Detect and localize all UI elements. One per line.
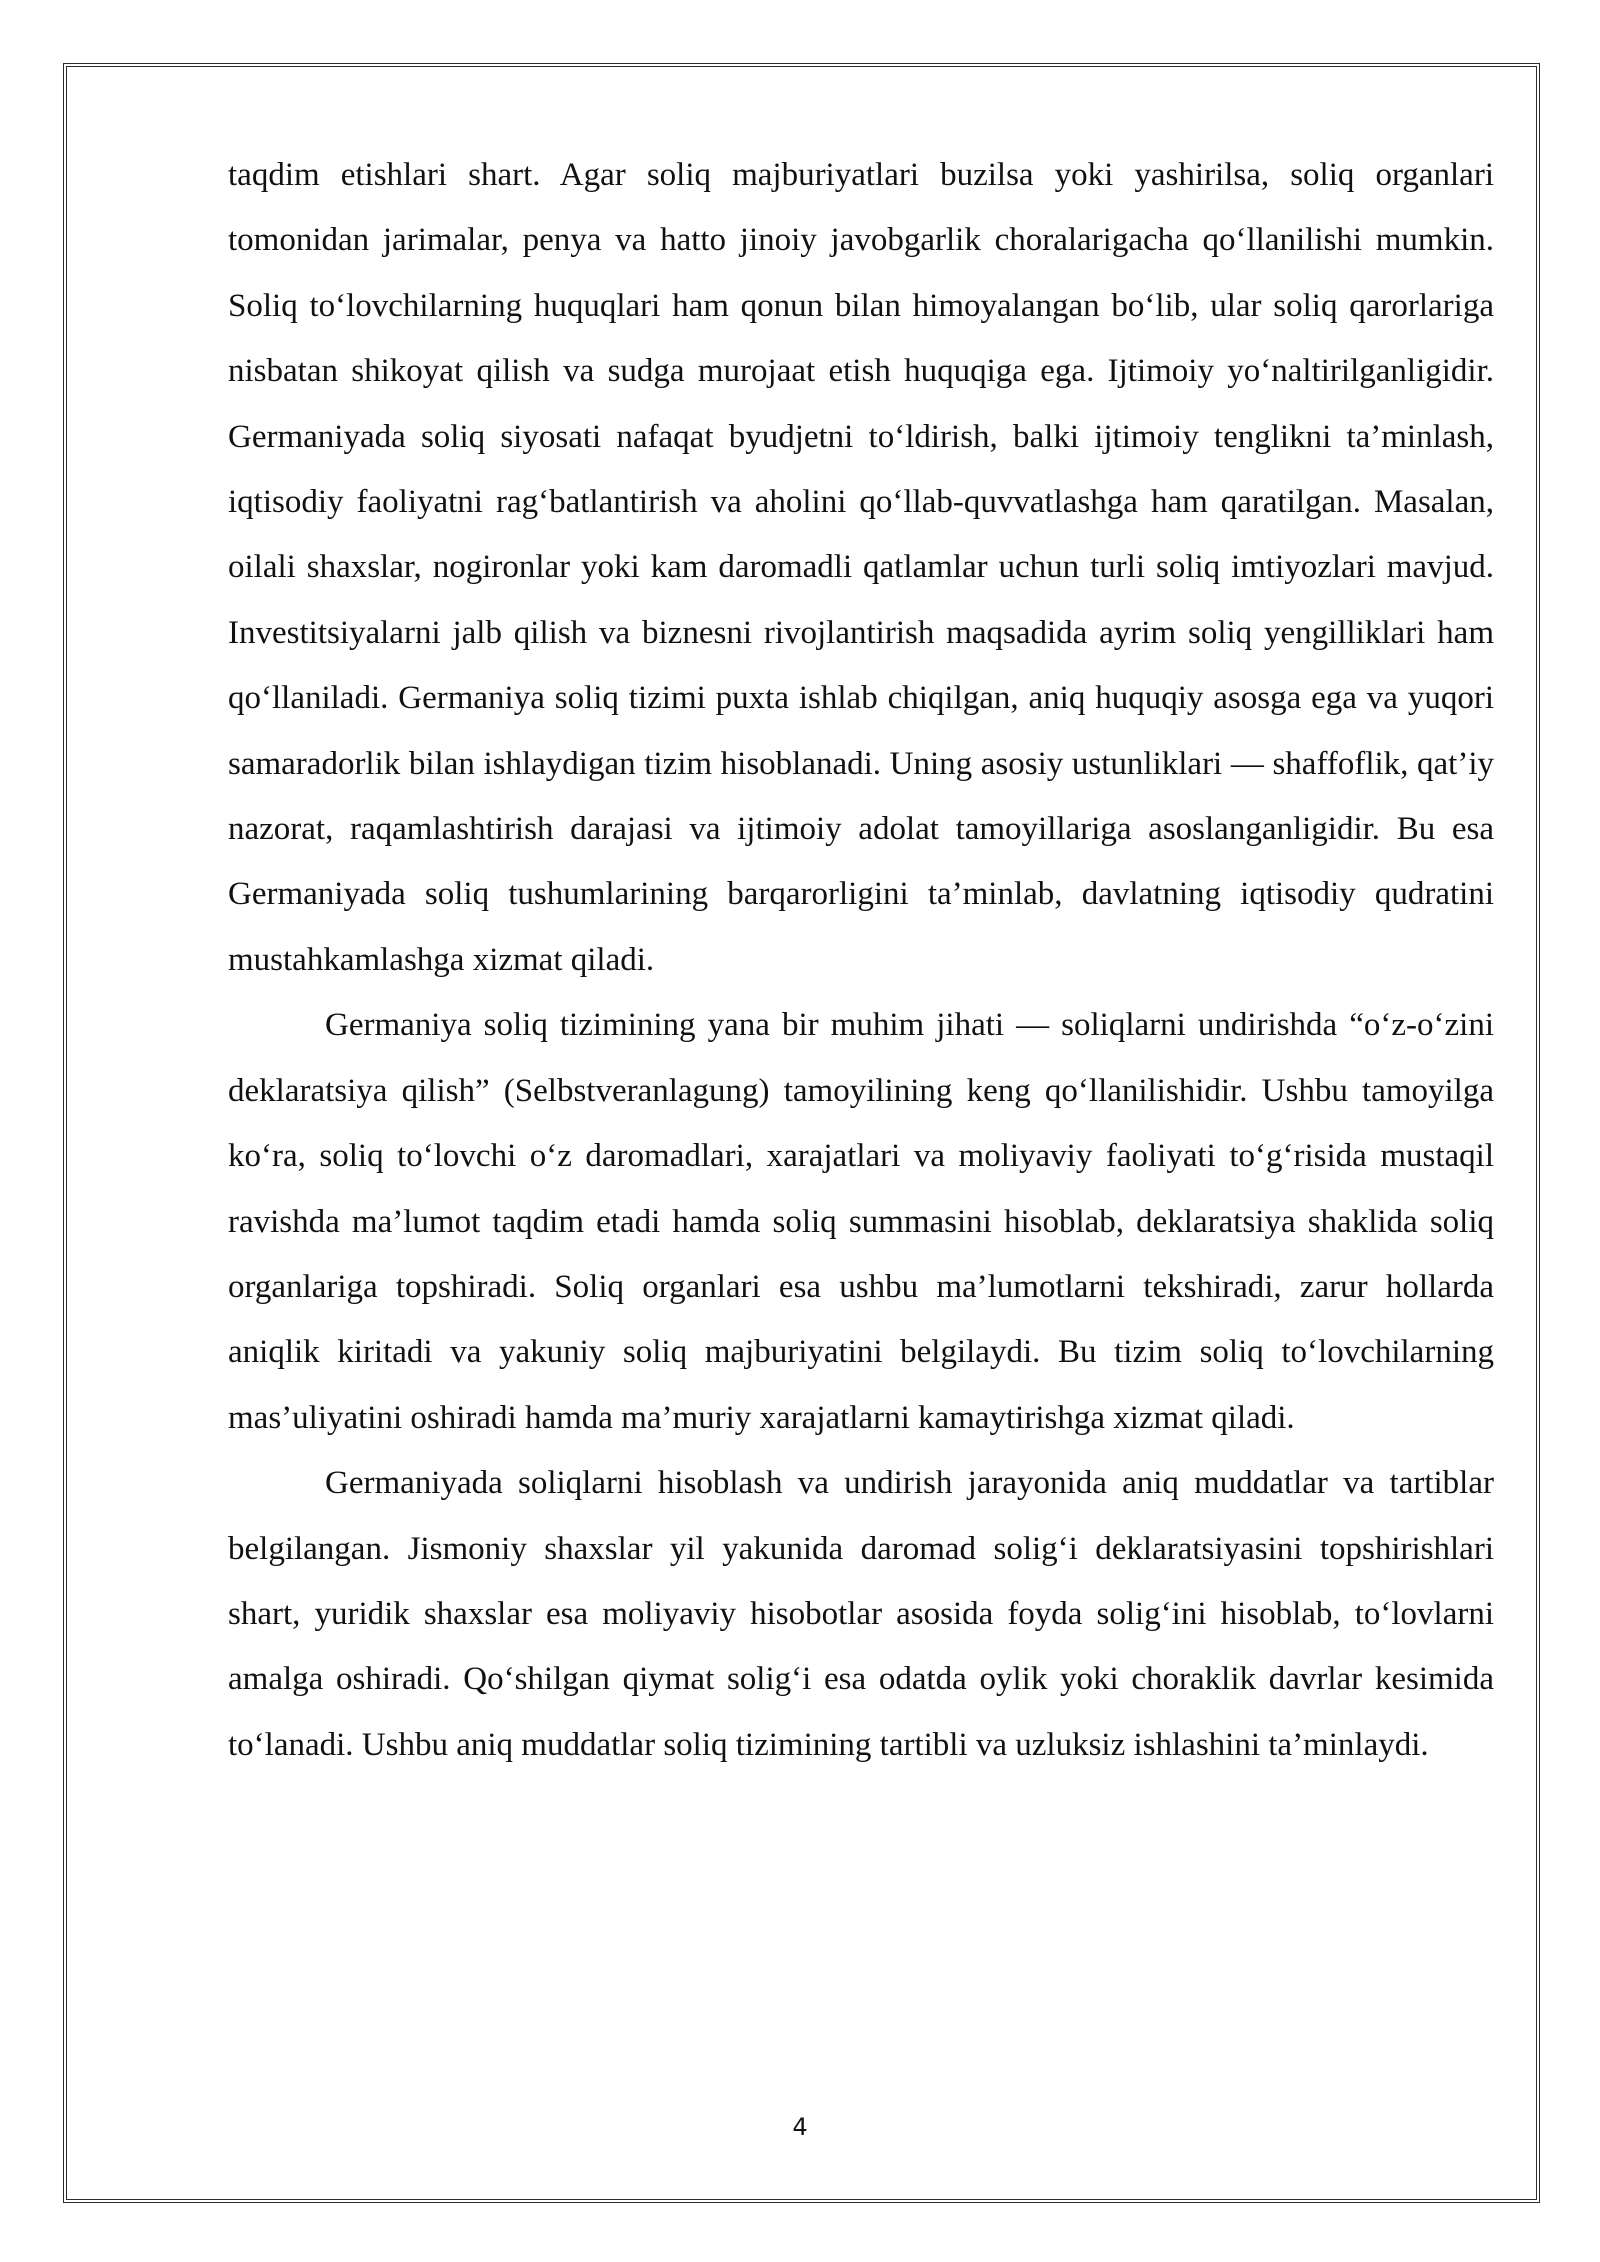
document-body <box>228 143 1494 1778</box>
paragraph-deadlines: Germaniyada soliqlarni hisoblash va undirish jarayonida aniq muddatlar va tartiblar belgilangan. Jismoniy shaxslar yil yakunida daromad solig‘i deklaratsiyasini topshirishlari shart, yuridik shaxslar esa moliyaviy hisobotlar asosida foyda solig‘ini hisoblab, to‘lovlarni amalga oshiradi. Qo‘shilgan qiymat solig‘i esa odatda oylik yoki choraklik davrlar kesimida to‘lanadi. Ushbu aniq muddatlar soliq tizimining tartibli va uzluksiz ishlashini ta’minlaydi. <box>228 1465 1494 1763</box>
paragraph-continuation: taqdim etishlari shart. Agar soliq majburiyatlari buzilsa yoki yashirilsa, soliq organlari tomonidan jarimalar, penya va hatto jinoiy javobgarlik choralarigacha qo‘llanilishi mumkin. Soliq to‘lovchilarning huquqlari ham qonun bilan himoyalangan bo‘lib, ular soliq qarorlariga nisbatan shikoyat qilish va sudga murojaat etish huquqiga ega. Ijtimoiy yo‘naltirilganligidir. Germaniyada soliq siyosati nafaqat byudjetni to‘ldirish, balki ijtimoiy tenglikni ta’minlash, iqtisodiy faoliyatni rag‘batlantirish va aholini qo‘llab-quvvatlashga ham qaratilgan. Masalan, oilali shaxslar, nogironlar yoki kam daromadli qatlamlar uchun turli soliq imtiyozlari mavjud. Investitsiyalarni jalb qilish va biznesni rivojlantirish maqsadida ayrim soliq yengilliklari ham qo‘llaniladi. Germaniya soliq tizimi puxta ishlab chiqilgan, aniq huquqiy asosga ega va yuqori samaradorlik bilan ishlaydigan tizim hisoblanadi. Uning asosiy ustunliklari — shaffoflik, qat’iy nazorat, raqamlashtirish darajasi va ijtimoiy adolat tamoyillariga asoslanganligidir. Bu esa Germaniyada soliq tushumlarining barqarorligini ta’minlab, davlatning iqtisodiy qudratini mustahkamlashga xizmat qiladi. <box>228 157 1494 978</box>
page-number: 4 <box>792 2113 808 2141</box>
paragraph-self-assessment: Germaniya soliq tizimining yana bir muhim jihati — soliqlarni undirishda “o‘z-o‘zini deklaratsiya qilish” (Selbstveranlagung) tamoyilining keng qo‘llanilishidir. Ushbu tamoyilga ko‘ra, soliq to‘lovchi o‘z daromadlari, xarajatlari va moliyaviy faoliyati to‘g‘risida mustaqil ravishda ma’lumot taqdim etadi hamda soliq summasini hisoblab, deklaratsiya shaklida soliq organlariga topshiradi. Soliq organlari esa ushbu ma’lumotlarni tekshiradi, zarur hollarda aniqlik kiritadi va yakuniy soliq majburiyatini belgilaydi. Bu tizim soliq to‘lovchilarning mas’uliyatini oshiradi hamda ma’muriy xarajatlarni kamaytirishga xizmat qiladi. <box>228 1007 1494 1436</box>
